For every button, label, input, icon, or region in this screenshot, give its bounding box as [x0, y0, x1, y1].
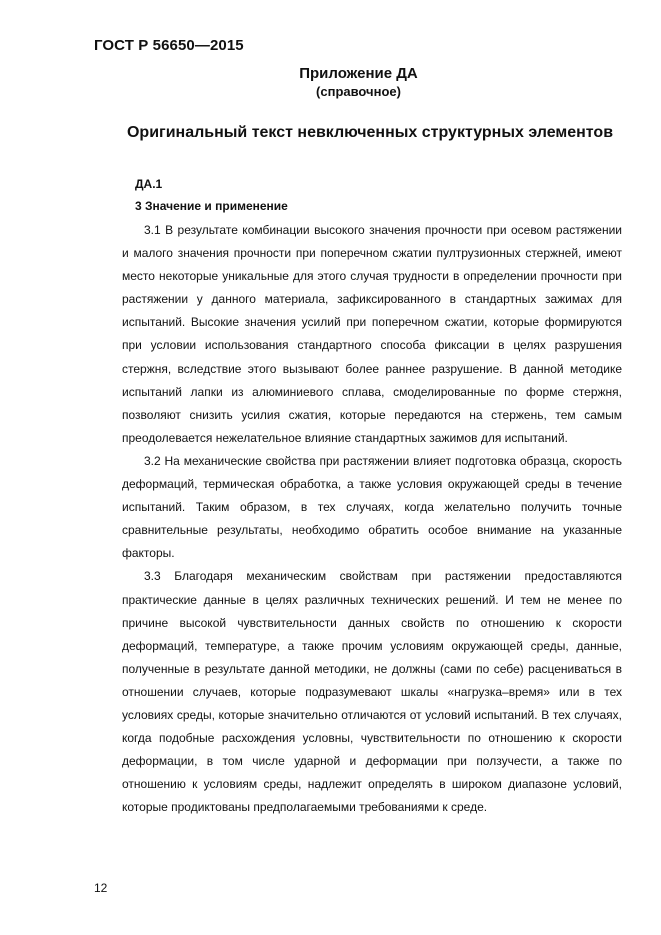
main-title: Оригинальный текст невключенных структурных элементов — [126, 124, 614, 141]
appendix-title: Приложение ДА — [299, 65, 418, 82]
paragraph-3-1: 3.1 В результате комбинации высокого значения прочности при осевом растяжении и малого значения прочности при поперечном сжатии пултрузионных стержней, имеют место некоторые уникальные для этого случая трудности в определении прочности при растяжении у данного материала, зафиксированного в стандартных зажимах для испытаний. Высокие значения усилий при поперечном сжатии, которые формируются при условии использования стандартного способа фиксации в целях разрушения стержня, вследствие этого вызывают более раннее разрушение. В данной методике испытаний лапки из алюминиевого сплава, смоделированные по форме стержня, позволяют снизить усилия сжатия, которые передаются на стержень, тем самым преодолевается нежелательное влияние стандартных зажимов для испытаний. — [122, 223, 622, 445]
paragraph-3-2: 3.2 На механические свойства при растяжении влияет подготовка образца, скорость деформаций, термическая обработка, а также условия окружающей среды в течение испытаний. Таким образом, в тех случаях, когда желательно получить точные сравнительные результаты, необходимо обратить особое внимание на указанные факторы. — [122, 453, 622, 561]
paragraph-3-3: 3.3 Благодаря механическим свойствам при растяжении предоставляются практические данные в целях различных технических решений. И тем не менее по причине высокой чувствительности данных свойств по отношению к скорости деформаций, температуре, а также прочим условиям окружающей среды, данные, полученные в результате данной методики, не должны (сами по себе) расцениваться в отношении случаев, которые подразумевают шкалы «нагрузка–время» или в тех условиях среды, которые значительно отличаются от условий испытаний. В тех случаях, когда подобные расхождения условны, чувствительности по отношению к скорости деформации, в том числе ударной и деформации при ползучести, а также по отношению к условиям среды, надлежит определять в широком диапазоне условий, которые продиктованы предполагаемыми требованиями к среде. — [122, 569, 622, 815]
appendix-subtitle: (справочное) — [316, 84, 401, 99]
section-code: ДА.1 — [135, 177, 163, 191]
body-text — [122, 219, 622, 819]
section-heading: 3 Значение и применение — [135, 199, 288, 213]
document-code: ГОСТ Р 56650—2015 — [94, 37, 244, 54]
page-number: 12 — [94, 881, 108, 895]
